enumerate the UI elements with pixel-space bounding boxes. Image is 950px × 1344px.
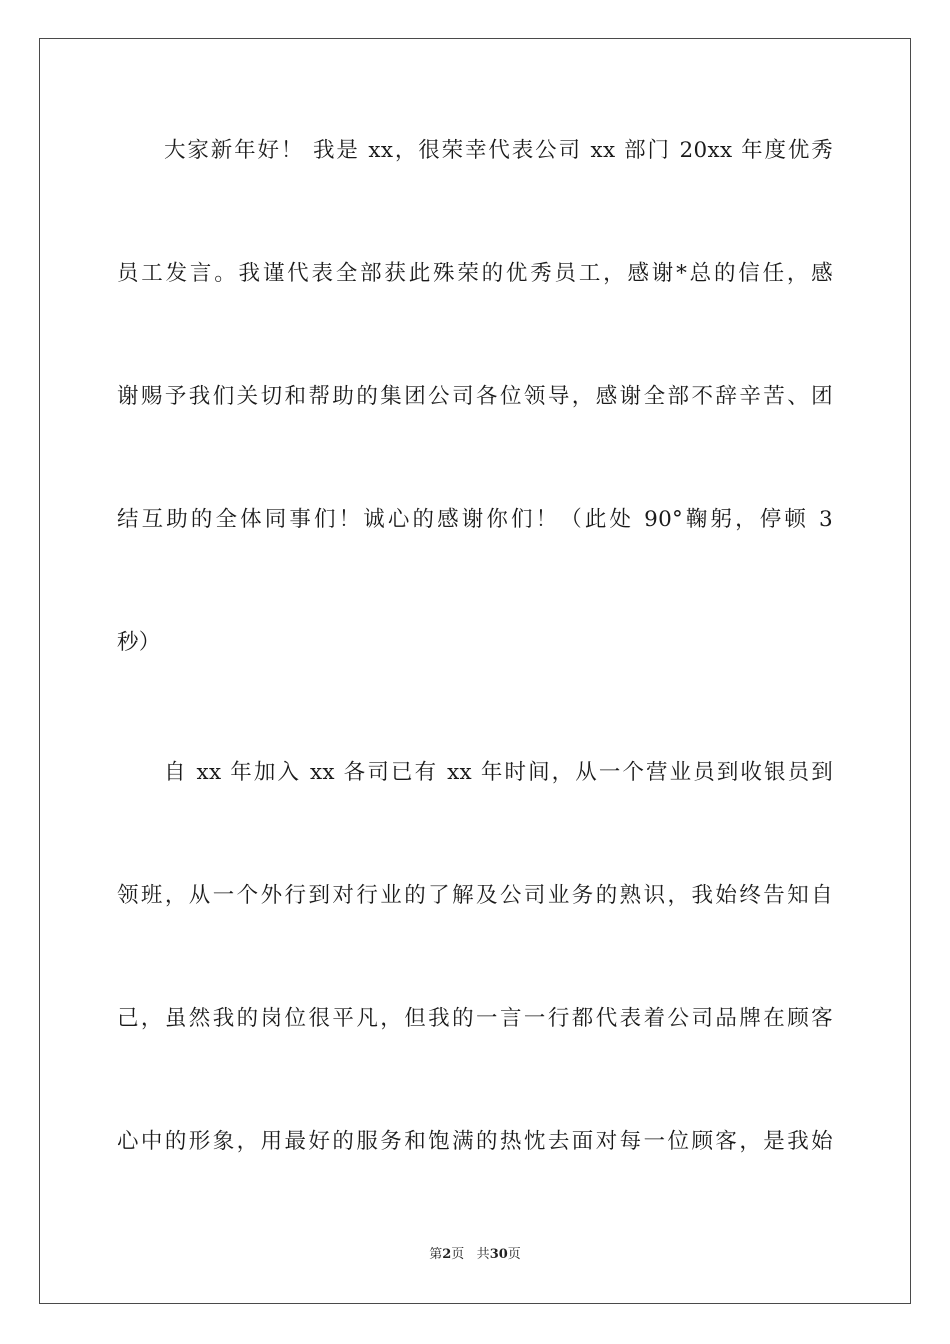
paragraph-1-line-1: 大家新年好！ 我是 xx，很荣幸代表公司 xx 部门 20xx 年度优秀	[164, 138, 833, 163]
paragraph-1-line-5: 秒）	[117, 630, 161, 655]
total-pages: 30	[489, 1247, 508, 1262]
paragraph-2-line-4: 心中的形象，用最好的服务和饱满的热忱去面对每一位顾客，是我始	[117, 1129, 833, 1154]
page-prefix: 第	[429, 1247, 443, 1262]
page-suffix: 页	[451, 1247, 465, 1262]
total-suffix: 页	[507, 1247, 521, 1262]
page-border	[39, 38, 911, 1304]
page-number: 2	[442, 1247, 452, 1262]
paragraph-1-line-4: 结互助的全体同事们！诚心的感谢你们！（此处 90°鞠躬，停顿 3	[117, 507, 833, 532]
page-footer	[0, 1246, 950, 1264]
paragraph-2-line-3: 己，虽然我的岗位很平凡，但我的一言一行都代表着公司品牌在顾客	[117, 1006, 833, 1031]
paragraph-1-line-3: 谢赐予我们关切和帮助的集团公司各位领导，感谢全部不辞辛苦、团	[117, 384, 833, 409]
paragraph-2-line-1: 自 xx 年加入 xx 各司已有 xx 年时间，从一个营业员到收银员到	[164, 760, 833, 785]
total-prefix: 共	[476, 1247, 490, 1262]
paragraph-2-line-2: 领班，从一个外行到对行业的了解及公司业务的熟识，我始终告知自	[117, 883, 833, 908]
paragraph-1-line-2: 员工发言。我谨代表全部获此殊荣的优秀员工，感谢*总的信任，感	[117, 261, 833, 286]
